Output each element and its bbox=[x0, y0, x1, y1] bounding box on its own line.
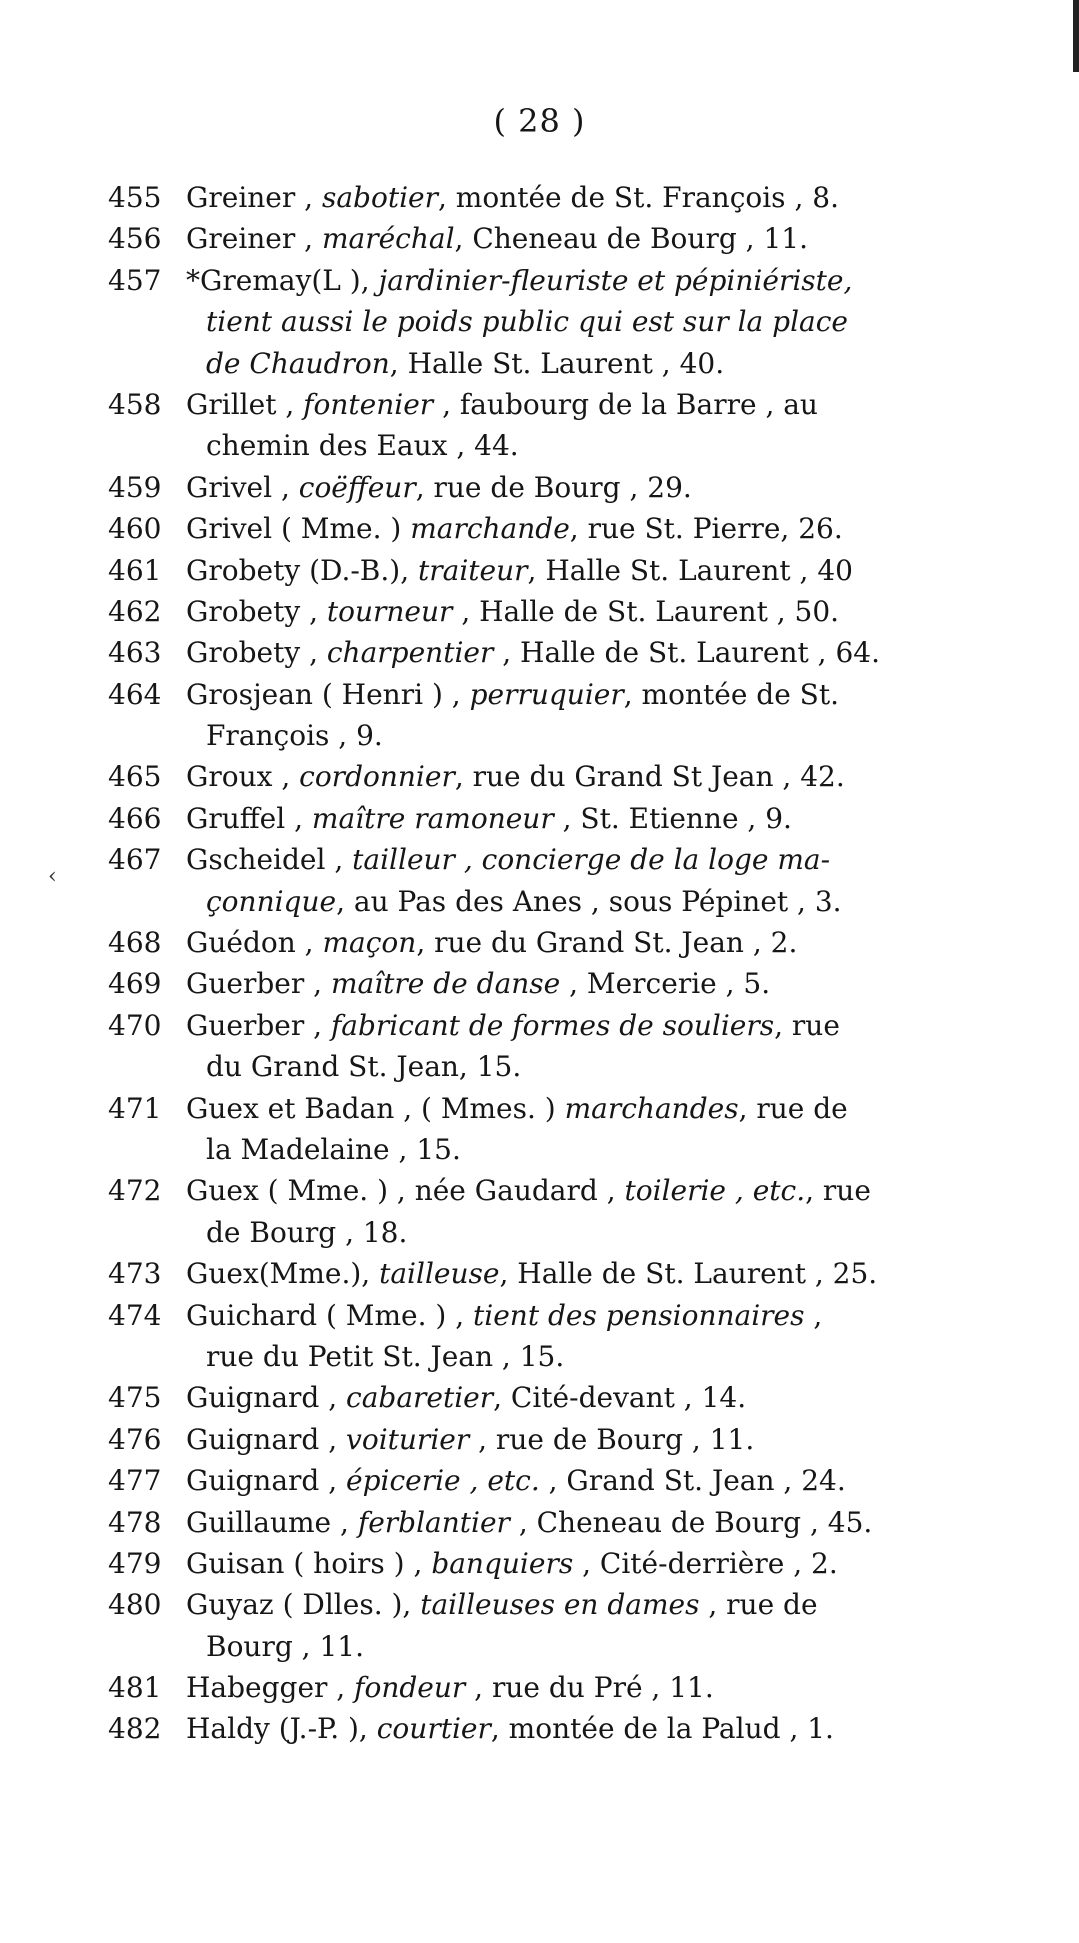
entry-text: Grillet , bbox=[186, 387, 304, 421]
entry-occupation-text: tailleuse bbox=[379, 1257, 500, 1291]
entry-text: , bbox=[804, 1298, 823, 1332]
entry-text: Guerber , bbox=[186, 967, 331, 1001]
entry-line bbox=[108, 1502, 1012, 1543]
entry-text: Grobety , bbox=[186, 594, 327, 628]
entry-occupation-text: jardinier-fleuriste et pépiniériste, bbox=[378, 263, 853, 297]
entry-continuation-line bbox=[108, 715, 1012, 756]
directory-entry bbox=[108, 839, 1012, 922]
entry-text: , Cité-derrière , 2. bbox=[573, 1546, 838, 1580]
entry-line bbox=[108, 1295, 1012, 1336]
entry-occupation-text: marchandes bbox=[564, 1091, 739, 1125]
entry-text: , St. Etienne , 9. bbox=[553, 801, 792, 835]
entry-continuation-line bbox=[108, 881, 1012, 922]
entry-occupation-text: tient aussi le poids public qui est sur la place bbox=[206, 305, 848, 339]
directory-entry bbox=[108, 674, 1012, 757]
entry-line bbox=[108, 798, 1012, 839]
entry-number: 477 bbox=[108, 1464, 162, 1498]
directory-entry bbox=[108, 963, 1012, 1004]
entry-number: 457 bbox=[108, 263, 162, 297]
directory-entry bbox=[108, 1502, 1012, 1543]
entry-line bbox=[108, 1584, 1012, 1625]
entry-text: , rue St. Pierre, 26. bbox=[569, 512, 843, 546]
entry-text: , rue de Bourg , 29. bbox=[415, 470, 692, 504]
entry-text: Gscheidel , bbox=[186, 843, 353, 877]
entry-occupation-text: courtier bbox=[376, 1712, 491, 1746]
entry-text: , Cheneau de Bourg , 11. bbox=[454, 222, 808, 256]
entry-text: , rue bbox=[805, 1174, 871, 1208]
directory-entry bbox=[108, 550, 1012, 591]
entry-occupation-text: voiturier bbox=[346, 1422, 470, 1456]
entry-number: 464 bbox=[108, 677, 162, 711]
entry-text: , Halle de St. Laurent , 50. bbox=[452, 594, 840, 628]
entry-text: , rue de bbox=[738, 1091, 848, 1125]
entry-line bbox=[108, 591, 1012, 632]
entry-number: 462 bbox=[108, 594, 162, 628]
entry-occupation-text: de Chaudron bbox=[206, 346, 390, 380]
entry-text: de Bourg , 18. bbox=[206, 1215, 408, 1249]
entry-number: 472 bbox=[108, 1174, 162, 1208]
entry-occupation-text: traiteur bbox=[418, 553, 528, 587]
entry-text: , rue bbox=[774, 1008, 840, 1042]
entry-occupation-text: fontenier bbox=[303, 387, 434, 421]
entry-line bbox=[108, 1460, 1012, 1501]
entry-text: Guignard , bbox=[186, 1464, 347, 1498]
entry-continuation-line bbox=[108, 301, 1012, 342]
entry-text: chemin des Eaux , 44. bbox=[206, 429, 519, 463]
entry-line bbox=[108, 839, 1012, 880]
directory-entry bbox=[108, 798, 1012, 839]
entry-text: Guyaz ( Dlles. ), bbox=[186, 1588, 421, 1622]
entry-occupation-text: tient des pensionnaires bbox=[473, 1298, 805, 1332]
entry-text: , Cheneau de Bourg , 45. bbox=[509, 1505, 873, 1539]
directory-entry bbox=[108, 467, 1012, 508]
entry-occupation-text: épicerie , etc. bbox=[346, 1464, 540, 1498]
entry-text: , Halle de St. Laurent , 64. bbox=[493, 636, 880, 670]
entry-text: Grivel ( Mme. ) bbox=[186, 512, 411, 546]
entry-number: 461 bbox=[108, 553, 162, 587]
entry-text: Guichard ( Mme. ) , bbox=[186, 1298, 474, 1332]
entry-occupation-text: sabotier bbox=[321, 181, 438, 214]
entry-line bbox=[108, 922, 1012, 963]
entry-text: , Halle de St. Laurent , 25. bbox=[499, 1257, 878, 1291]
entry-text: Grobety , bbox=[186, 636, 327, 670]
entry-text: Guex(Mme.), bbox=[186, 1257, 380, 1291]
entry-continuation-line bbox=[108, 425, 1012, 466]
entry-number: 474 bbox=[108, 1298, 162, 1332]
entry-occupation-text: maître de danse bbox=[330, 967, 561, 1001]
entry-text: , Mercerie , 5. bbox=[560, 967, 771, 1001]
entry-text: , rue de Bourg , 11. bbox=[469, 1422, 755, 1456]
entry-text: , Cité-devant , 14. bbox=[493, 1381, 747, 1415]
entry-continuation-line bbox=[108, 343, 1012, 384]
directory-entry bbox=[108, 1419, 1012, 1460]
page-number: ( 28 ) bbox=[493, 102, 586, 140]
directory-entry bbox=[108, 508, 1012, 549]
entry-text: Grosjean ( Henri ) , bbox=[186, 677, 470, 711]
entry-number: 456 bbox=[108, 222, 162, 256]
entry-line bbox=[108, 1253, 1012, 1294]
directory-entry bbox=[108, 591, 1012, 632]
entry-line bbox=[108, 218, 1012, 259]
directory-entry bbox=[108, 1708, 1012, 1749]
entry-number: 467 bbox=[108, 843, 162, 877]
entry-continuation-line bbox=[108, 1129, 1012, 1170]
entry-line bbox=[108, 756, 1012, 797]
entry-occupation-text: maçon bbox=[322, 926, 417, 960]
entry-number: 479 bbox=[108, 1546, 162, 1580]
entry-text: , Halle St. Laurent , 40. bbox=[389, 346, 725, 380]
entry-text: Habegger , bbox=[186, 1671, 355, 1705]
entry-text: Guerber , bbox=[186, 1008, 331, 1042]
directory-entries bbox=[108, 177, 1012, 1750]
entry-number: 475 bbox=[108, 1381, 162, 1415]
entry-text: Groux , bbox=[186, 760, 300, 794]
entry-line bbox=[108, 1419, 1012, 1460]
entry-text: rue du Petit St. Jean , 15. bbox=[206, 1339, 565, 1373]
entry-text: Guisan ( hoirs ) , bbox=[186, 1546, 432, 1580]
entry-occupation-text: ferblantier bbox=[357, 1505, 510, 1539]
entry-number: 463 bbox=[108, 636, 162, 670]
entry-text: Guédon , bbox=[186, 926, 323, 960]
entry-number: 478 bbox=[108, 1505, 162, 1539]
entry-line bbox=[108, 177, 1012, 218]
directory-entry bbox=[108, 1295, 1012, 1378]
entry-text: Guillaume , bbox=[186, 1505, 358, 1539]
directory-entry bbox=[108, 1377, 1012, 1418]
entry-number: 476 bbox=[108, 1422, 162, 1456]
entry-occupation-text: coëffeur bbox=[298, 470, 416, 504]
entry-text: Grobety (D.-B.), bbox=[186, 553, 419, 587]
entry-text: , faubourg de la Barre , au bbox=[433, 387, 818, 421]
entry-occupation-text: marchande bbox=[410, 512, 570, 546]
entry-occupation-text: çonnique bbox=[206, 884, 337, 918]
entry-number: 482 bbox=[108, 1712, 162, 1746]
entry-line bbox=[108, 632, 1012, 673]
directory-entry bbox=[108, 1460, 1012, 1501]
entry-number: 469 bbox=[108, 967, 162, 1001]
entry-occupation-text: tailleuses en dames bbox=[420, 1588, 700, 1622]
entry-line bbox=[108, 1708, 1012, 1749]
entry-text: Guignard , bbox=[186, 1422, 347, 1456]
entry-line bbox=[108, 1377, 1012, 1418]
directory-entry bbox=[108, 1584, 1012, 1667]
entry-occupation-text: cordonnier bbox=[299, 760, 455, 794]
entry-number: 465 bbox=[108, 760, 162, 794]
entry-occupation-text: fondeur bbox=[354, 1671, 466, 1705]
entry-text: , montée de St. bbox=[623, 677, 840, 711]
entry-text: Bourg , 11. bbox=[206, 1629, 365, 1663]
entry-number: 460 bbox=[108, 512, 162, 546]
entry-text: , au Pas des Anes , sous Pépinet , 3. bbox=[336, 884, 842, 918]
entry-number: 468 bbox=[108, 926, 162, 960]
entry-text: , rue du Grand St Jean , 42. bbox=[454, 760, 845, 794]
entry-occupation-text: charpentier bbox=[326, 636, 494, 670]
entry-number: 471 bbox=[108, 1091, 162, 1125]
entry-text: *Gremay(L ), bbox=[186, 263, 379, 297]
entry-occupation-text: tailleur , concierge de la loge ma- bbox=[352, 843, 831, 877]
entry-text: , rue de bbox=[699, 1588, 818, 1622]
entry-text: la Madelaine , 15. bbox=[206, 1132, 461, 1166]
entry-line bbox=[108, 467, 1012, 508]
entry-continuation-line bbox=[108, 1212, 1012, 1253]
directory-entry bbox=[108, 756, 1012, 797]
entry-text: , Grand St. Jean , 24. bbox=[539, 1464, 846, 1498]
entry-text: du Grand St. Jean, 15. bbox=[206, 1050, 522, 1084]
entry-line bbox=[108, 260, 1012, 301]
entry-number: 481 bbox=[108, 1671, 162, 1705]
entry-text: , rue du Grand St. Jean , 2. bbox=[416, 926, 798, 960]
entry-text: , montée de la Palud , 1. bbox=[490, 1712, 834, 1746]
directory-entry bbox=[108, 632, 1012, 673]
entry-occupation-text: banquiers bbox=[431, 1546, 574, 1580]
directory-entry bbox=[108, 922, 1012, 963]
entry-number: 459 bbox=[108, 470, 162, 504]
entry-line bbox=[108, 1005, 1012, 1046]
entry-line bbox=[108, 1543, 1012, 1584]
directory-entry bbox=[108, 1088, 1012, 1171]
entry-occupation-text: maître ramoneur bbox=[311, 801, 554, 835]
entry-number: 466 bbox=[108, 801, 162, 835]
entry-line bbox=[108, 1170, 1012, 1211]
entry-continuation-line bbox=[108, 1626, 1012, 1667]
entry-line bbox=[108, 674, 1012, 715]
entry-number: 470 bbox=[108, 1008, 162, 1042]
entry-text: Grivel , bbox=[186, 470, 299, 504]
entry-occupation-text: fabricant de formes de souliers bbox=[330, 1008, 775, 1042]
entry-line bbox=[108, 508, 1012, 549]
entry-occupation-text: maréchal bbox=[321, 222, 455, 256]
entry-number: 458 bbox=[108, 387, 162, 421]
directory-entry bbox=[108, 260, 1012, 384]
entry-text: François , 9. bbox=[206, 719, 383, 753]
directory-entry bbox=[108, 1543, 1012, 1584]
entry-number: 480 bbox=[108, 1588, 162, 1622]
entry-line bbox=[108, 963, 1012, 1004]
entry-text: , rue du Pré , 11. bbox=[465, 1671, 714, 1705]
directory-entry bbox=[108, 218, 1012, 259]
entry-text: Guignard , bbox=[186, 1381, 347, 1415]
entry-number: 473 bbox=[108, 1257, 162, 1291]
directory-entry bbox=[108, 1170, 1012, 1253]
directory-entry bbox=[108, 384, 1012, 467]
entry-occupation-text: toilerie , etc. bbox=[624, 1174, 806, 1208]
entry-occupation-text: cabaretier bbox=[346, 1381, 494, 1415]
entry-occupation-text: perruquier bbox=[469, 677, 624, 711]
directory-entry bbox=[108, 1005, 1012, 1088]
entry-text: Greiner , bbox=[186, 222, 322, 256]
entry-occupation-text: tourneur bbox=[326, 594, 453, 628]
entry-text: Guex ( Mme. ) , née Gaudard , bbox=[186, 1174, 625, 1208]
entry-text: Greiner , bbox=[186, 181, 322, 214]
entry-text: , Halle St. Laurent , 40 bbox=[527, 553, 853, 587]
entry-line bbox=[108, 1088, 1012, 1129]
directory-entry bbox=[108, 1667, 1012, 1708]
directory-entry bbox=[108, 177, 1012, 218]
entry-continuation-line bbox=[108, 1046, 1012, 1087]
margin-mark: ‹ bbox=[48, 864, 57, 889]
entry-line bbox=[108, 384, 1012, 425]
entry-text: Gruffel , bbox=[186, 801, 312, 835]
entry-text: Guex et Badan , ( Mmes. ) bbox=[186, 1091, 565, 1125]
entry-text: Haldy (J.-P. ), bbox=[186, 1712, 377, 1746]
directory-entry bbox=[108, 1253, 1012, 1294]
entry-number: 455 bbox=[108, 181, 162, 214]
entry-line bbox=[108, 550, 1012, 591]
entry-continuation-line bbox=[108, 1336, 1012, 1377]
page-edge-mark bbox=[1073, 0, 1079, 72]
entry-line bbox=[108, 1667, 1012, 1708]
entry-text: , montée de St. François , 8. bbox=[437, 181, 839, 214]
